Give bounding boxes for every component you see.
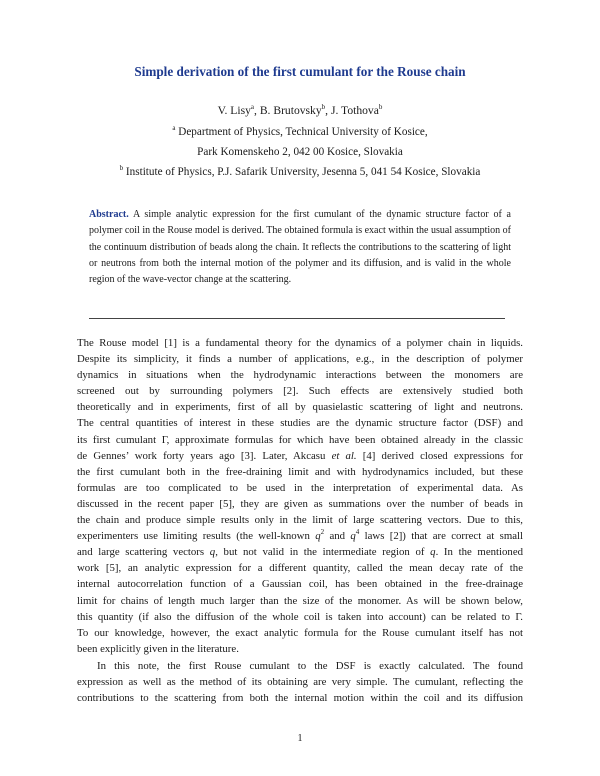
affiliation-a-line2: Park Komenskeho 2, 042 00 Kosice, Slovakia	[197, 146, 403, 158]
text-line: theoretically and in experiments, first of all by quasielastic scattering of light and neutrons.	[77, 401, 523, 414]
text-line: this quantity (if also the diffusion of the whole coil is taken into account) can be related to Γ.	[77, 610, 523, 623]
page-number: 1	[297, 733, 303, 744]
affiliation-b-text: Institute of Physics, P.J. Safarik University, Jesenna 5, 041 54 Kosice, Slovakia	[125, 166, 481, 178]
section-divider	[89, 318, 505, 319]
text-line: the chain and produce simple results only in the limit of large scattering vectors. Due to this,	[77, 514, 523, 527]
text-line: The Rouse model [1] is a fundamental theory for the dynamics of a polymer chain in liquids.	[77, 337, 523, 349]
text-line: dynamics in situations when the hydrodynamic interactions between the monomers are	[77, 369, 523, 382]
text-line: and large scattering vectors q, but not valid in the intermediate region of q. In the mentioned	[77, 546, 524, 559]
paper-title: Simple derivation of the first cumulant for the Rouse chain	[134, 64, 466, 79]
abstract-text: A simple analytic expression for the first cumulant of the dynamic structure factor of a polymer coil in the Rouse model is derived. The obtained formula is exact within the usual assumption of the continuum distribution of beads along the chain. It reflects the contributions to the scattering of light or neutrons from both the internal motion of the polymer and its diffusion, and is valid in the whole region of the wave-vector change at the scattering.	[89, 209, 511, 286]
affil-mark-a: a	[172, 124, 176, 132]
author-affil-mark: b	[378, 103, 383, 111]
affiliation-a-text: Department of Physics, Technical University of Kosice,	[178, 126, 428, 138]
text-line: To our knowledge, however, the exact analytic formula for the Rouse cumulant itself has not	[77, 626, 523, 639]
text-line: de Gennes’ work forty years ago [3]. Later, Akcasu et al. [4] derived closed expressions for	[77, 449, 523, 462]
text-line: In this note, the first Rouse cumulant to the DSF is exactly calculated. The found	[97, 660, 523, 672]
author-tothova: , J. Tothova	[325, 104, 379, 117]
author-lisy: V. Lisy	[217, 104, 251, 117]
text-line: limit for chains of length much larger than the size of the monomer. As will be shown below,	[77, 594, 523, 607]
text-line: been explicitly given in the literature.	[77, 642, 239, 655]
author-list	[0, 104, 600, 117]
text-line: work [5], an analytic expression for a different quantity, called the mean decay rate of the	[77, 562, 523, 575]
text-line: its first cumulant Γ, approximate formulas for which have been obtained already in the classic	[77, 433, 523, 446]
abstract-label: Abstract.	[89, 209, 129, 220]
text-line: contributions to the scattering from both the internal motion within the coil and its diffusion	[77, 692, 523, 705]
text-line: The central quantities of interest in these studies are the dynamic structure factor (DSF) and	[77, 417, 523, 430]
author-brutovsky: , B. Brutovsky	[254, 104, 322, 117]
text-line: screened out by surrounding polymers [2]. Such effects are extensively studied both	[77, 385, 523, 398]
text-line: internal autocorrelation function of a Gaussian coil, has been obtained in the free-drainage	[77, 578, 523, 591]
text-line: the first cumulant both in the free-draining limit and with hydrodynamics included, but these	[77, 465, 523, 478]
author-affil-mark: b	[321, 103, 326, 111]
affiliation-a-line1	[0, 126, 600, 138]
text-line: Despite its simplicity, it finds a number of applications, e.g., in the description of polymer	[77, 353, 523, 366]
text-line: experimenters use limiting results (the well-known $q^2$ and $q^4$ laws [2]) that are correct at small	[77, 528, 524, 543]
author-affil-mark: a	[250, 103, 255, 111]
text-line: discussed in the recent paper [5], they are given as summations over the number of beads in	[77, 497, 523, 510]
text-line: formulas are too complicated to be used in the interpretation of experimental data. As	[77, 481, 523, 494]
affil-mark-b: b	[119, 164, 124, 172]
affiliation-b-line	[0, 166, 600, 178]
body-paragraph-1	[77, 335, 523, 657]
text-line: expression as well as the method of its obtaining are very simple. The cumulant, reflecting the	[77, 676, 523, 689]
abstract	[89, 207, 511, 288]
body-paragraph-2	[77, 658, 523, 706]
